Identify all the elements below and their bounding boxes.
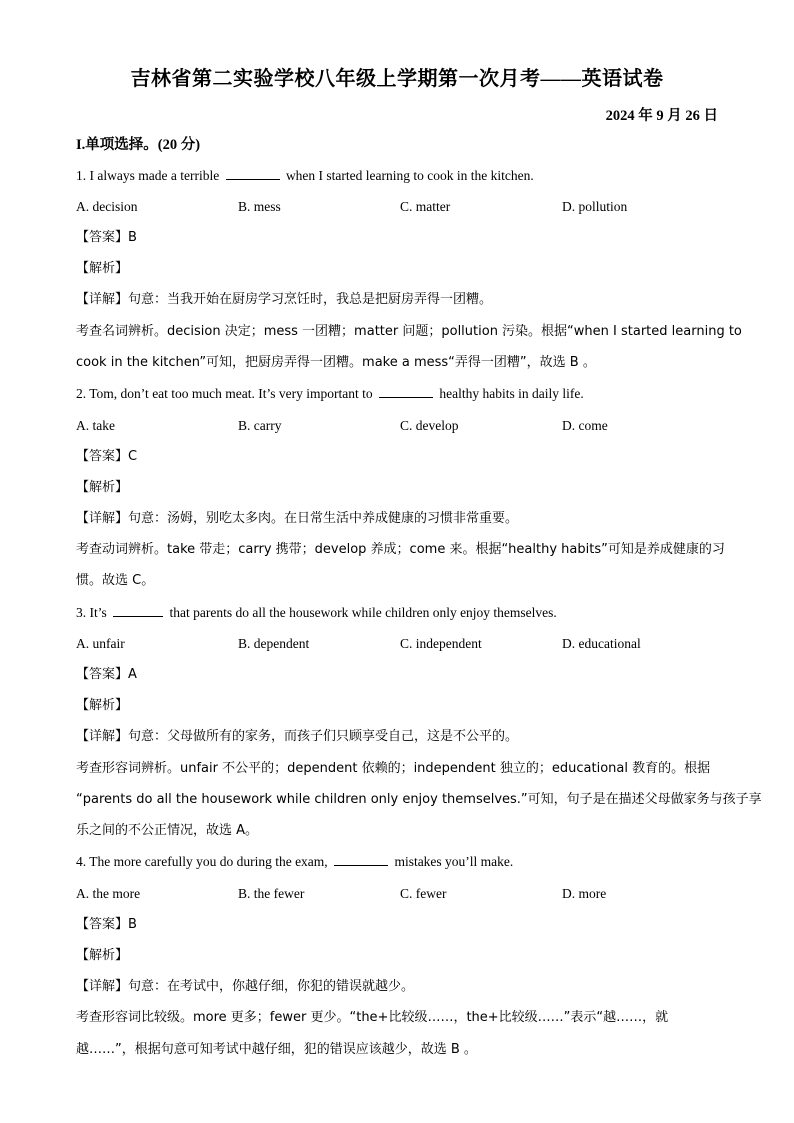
option: C. independent <box>400 636 482 651</box>
stem-text: mistakes you’ll make. <box>394 854 514 869</box>
detail-line: 【详解】句意：汤姆，别吃太多肉。在日常生活中养成健康的习惯非常重要。 <box>76 511 519 526</box>
option: B. carry <box>238 418 282 433</box>
explanation-line: “parents do all the housework while children only enjoy themselves.”可知，句子是在描述父母做家务与孩子享 <box>76 792 762 807</box>
explanation-line: 考查形容词辨析。unfair 不公平的；dependent 依赖的；independent 独立的；educational 教育的。根据 <box>76 761 711 776</box>
stem-text: 3. It’s <box>76 605 107 620</box>
answer-line: 【答案】C <box>76 449 138 464</box>
stem-text: healthy habits in daily life. <box>439 386 584 401</box>
explanation-line: cook in the kitchen”可知，把厨房弄得一团糟。make a mess“弄得一团糟”，故选 B 。 <box>76 355 596 370</box>
stem-text: when I started learning to cook in the kitchen. <box>285 168 534 183</box>
answer-blank <box>226 167 280 180</box>
answer-blank <box>379 385 433 398</box>
answer-line: 【答案】B <box>76 917 137 932</box>
option: D. more <box>562 886 607 901</box>
explanation-line: 考查名词辨析。decision 决定；mess 一团糟；matter 问题；pollution 污染。根据“when I started learning to <box>76 324 742 339</box>
explanation-line: 考查动词辨析。take 带走；carry 携带；develop 养成；come 来。根据“healthy habits”可知是养成健康的习 <box>76 542 725 557</box>
option: B. the fewer <box>238 886 305 901</box>
question-stem <box>76 384 734 404</box>
analysis-label: 【解析】 <box>76 698 129 713</box>
option: D. come <box>562 418 608 433</box>
option: D. educational <box>562 636 641 651</box>
answer-line: 【答案】A <box>76 667 137 682</box>
question-stem <box>76 166 734 186</box>
explanation-line: 惯。故选 C。 <box>76 573 155 588</box>
question-stem <box>76 603 734 623</box>
option: B. dependent <box>238 636 310 651</box>
option: A. take <box>76 418 115 433</box>
analysis-label: 【解析】 <box>76 480 129 495</box>
option: D. pollution <box>562 199 628 214</box>
option: B. mess <box>238 199 281 214</box>
explanation-line: 乐之间的不公正情况，故选 A。 <box>76 823 259 838</box>
option: C. develop <box>400 418 459 433</box>
section-heading: I.单项选择。(20 分) <box>76 137 201 153</box>
analysis-label: 【解析】 <box>76 261 129 276</box>
stem-text: 4. The more carefully you do during the exam, <box>76 854 328 869</box>
detail-line: 【详解】句意：在考试中，你越仔细，你犯的错误就越少。 <box>76 979 415 994</box>
question-stem <box>76 852 734 872</box>
option: A. the more <box>76 886 141 901</box>
explanation-line: 越……”，根据句意可知考试中越仔细，犯的错误应该越少，故选 B 。 <box>76 1042 477 1057</box>
answer-blank <box>113 604 163 617</box>
detail-line: 【详解】句意：父母做所有的家务，而孩子们只顾享受自己，这是不公平的。 <box>76 729 519 744</box>
exam-date: 2024 年 9 月 26 日 <box>605 108 718 124</box>
stem-text: 1. I always made a terrible <box>76 168 220 183</box>
option: C. fewer <box>400 886 447 901</box>
explanation-line: 考查形容词比较级。more 更多；fewer 更少。“the+比较级……，the+比较级……”表示“越……，就 <box>76 1010 669 1025</box>
answer-line: 【答案】B <box>76 230 137 245</box>
answer-blank <box>334 853 388 866</box>
option: C. matter <box>400 199 451 214</box>
analysis-label: 【解析】 <box>76 948 129 963</box>
stem-text: that parents do all the housework while children only enjoy themselves. <box>169 605 557 620</box>
page-title: 吉林省第二实验学校八年级上学期第一次月考——英语试卷 <box>130 68 664 90</box>
option: A. decision <box>76 199 138 214</box>
option: A. unfair <box>76 636 125 651</box>
stem-text: 2. Tom, don’t eat too much meat. It’s very important to <box>76 386 373 401</box>
detail-line: 【详解】句意：当我开始在厨房学习烹饪时，我总是把厨房弄得一团糟。 <box>76 292 493 307</box>
